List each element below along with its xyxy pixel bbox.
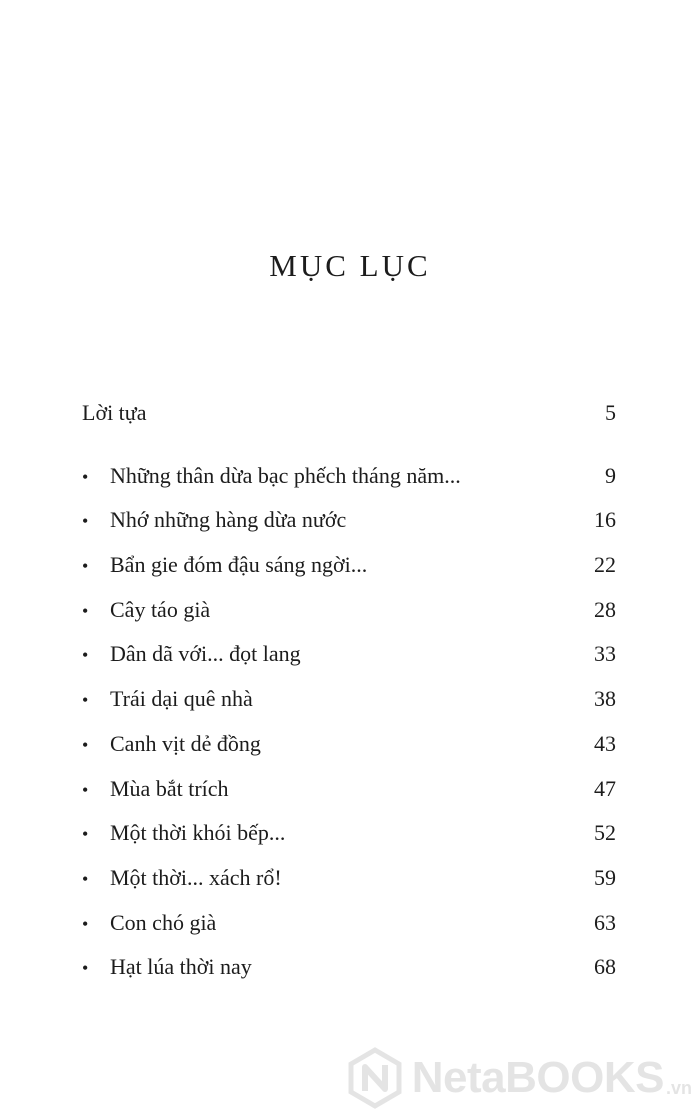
toc-entry-page: 16 <box>594 507 616 533</box>
toc-entry-page: 52 <box>594 820 616 846</box>
watermark <box>344 1047 692 1109</box>
toc-entry <box>82 731 616 776</box>
toc-entry-title: Một thời... xách rổ! <box>110 864 282 890</box>
toc-entry <box>82 463 616 508</box>
toc-entry-page: 43 <box>594 730 616 756</box>
toc-entry <box>82 641 616 686</box>
bullet-icon: • <box>82 958 89 979</box>
toc-entry-page: 5 <box>605 400 616 425</box>
toc-entry-page: 68 <box>594 954 616 980</box>
toc-entry <box>82 954 616 999</box>
watermark-suffix: .vn <box>665 1078 692 1098</box>
bullet-icon: • <box>82 600 89 621</box>
bullet-icon: • <box>82 734 89 755</box>
toc-entry-page: 59 <box>594 864 616 890</box>
toc-entry <box>82 910 616 955</box>
bullet-icon: • <box>82 645 89 666</box>
bullet-icon: • <box>82 690 89 711</box>
toc-preface <box>82 400 616 445</box>
toc-entry-page: 47 <box>594 775 616 801</box>
bullet-icon: • <box>82 913 89 934</box>
page-title: MỤC LỤC <box>269 248 431 283</box>
toc-entry-page: 33 <box>594 641 616 667</box>
toc-entry-title: Hạt lúa thời nay <box>110 954 252 980</box>
toc-entry-page: 9 <box>605 462 616 488</box>
toc-entry <box>82 552 616 597</box>
toc-entry-title: Nhớ những hàng dừa nước <box>110 507 347 533</box>
toc-entry <box>82 597 616 642</box>
toc-entry <box>82 776 616 821</box>
toc-entry-title: Mùa bắt trích <box>110 775 229 801</box>
bullet-icon: • <box>82 868 89 889</box>
toc-entry-title: Lời tựa <box>82 400 147 425</box>
toc-entry-page: 28 <box>594 596 616 622</box>
bullet-icon: • <box>82 824 89 845</box>
toc-entry <box>82 507 616 552</box>
toc-entry-title: Dân dã với... đọt lang <box>110 641 301 667</box>
toc-entry <box>82 686 616 731</box>
toc-entry-title: Cây táo già <box>110 596 211 622</box>
bullet-icon: • <box>82 511 89 532</box>
toc-entry-title: Trái dại quê nhà <box>110 686 253 712</box>
toc-entry <box>82 820 616 865</box>
bullet-icon: • <box>82 556 89 577</box>
toc-entry-title: Canh vịt dẻ đồng <box>110 730 261 756</box>
neta-logo-icon <box>344 1047 406 1109</box>
bullet-icon: • <box>82 466 89 487</box>
watermark-brand: NetaBOOKS <box>411 1053 664 1102</box>
toc-entry-title: Một thời khói bếp... <box>110 820 286 846</box>
toc-entry-title: Con chó già <box>110 909 217 935</box>
table-of-contents <box>82 400 616 999</box>
toc-entry-title: Những thân dừa bạc phếch tháng năm... <box>110 462 461 488</box>
toc-entry-page: 63 <box>594 909 616 935</box>
toc-entry-page: 22 <box>594 552 616 578</box>
toc-entry-title: Bẩn gie đóm đậu sáng ngời... <box>110 552 368 578</box>
toc-entry-page: 38 <box>594 686 616 712</box>
bullet-icon: • <box>82 779 89 800</box>
toc-entry <box>82 865 616 910</box>
